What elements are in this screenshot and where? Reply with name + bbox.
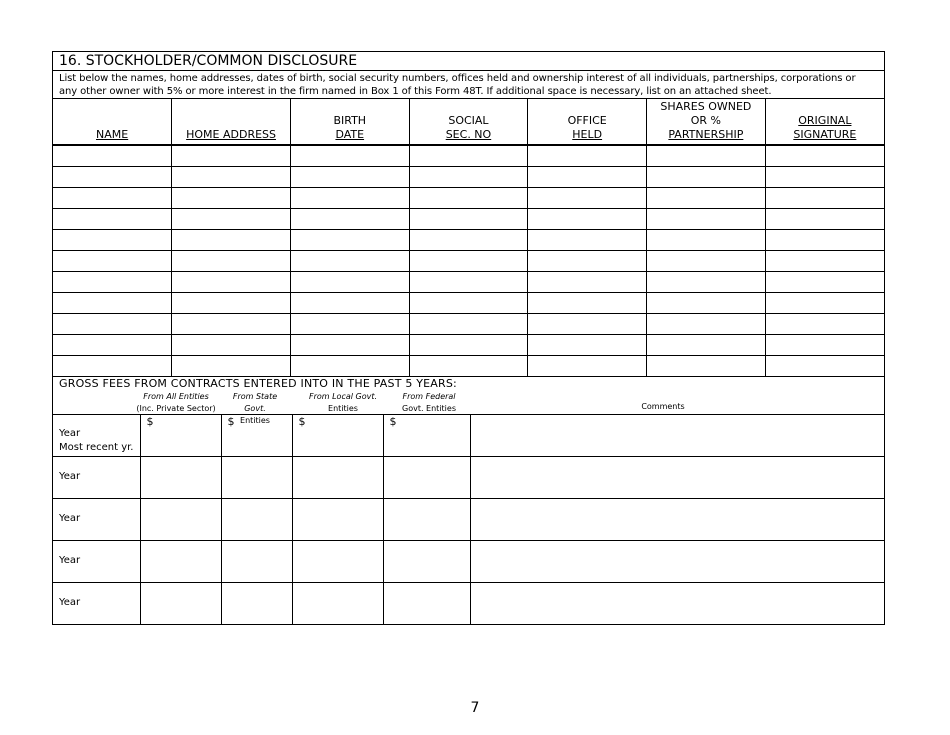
col-original-signature: ORIGINAL SIGNATURE [765,99,884,145]
owner-cell-input[interactable] [53,167,172,188]
fee-comments-input[interactable] [470,415,884,457]
owner-cell-input[interactable] [172,230,291,251]
fees-col-state-label: From State Govt. Entities [232,392,278,425]
fee-comments-input[interactable] [470,499,884,541]
owner-cell-input[interactable] [528,145,647,167]
owners-table [53,99,884,377]
year-label-cell: Year [53,457,140,499]
owner-cell-input[interactable] [765,145,884,167]
year-label-cell: Year [53,499,140,541]
fee-state-input[interactable] [221,457,292,499]
fee-state-input[interactable] [221,499,292,541]
owner-cell-input[interactable] [409,145,528,167]
fees-table [53,415,884,624]
owner-cell-input[interactable] [409,209,528,230]
owner-cell-input[interactable] [53,188,172,209]
fee-all-entities-input[interactable]: $ [140,415,221,457]
owner-row [53,314,884,335]
owner-cell-input[interactable] [290,209,409,230]
owner-cell-input[interactable] [647,272,766,293]
fee-state-input[interactable] [221,541,292,583]
owner-cell-input[interactable] [528,314,647,335]
year-label-cell: Year [53,541,140,583]
fee-local-input[interactable] [292,499,383,541]
owner-cell-input[interactable] [765,272,884,293]
owner-cell-input[interactable] [53,145,172,167]
owner-row [53,188,884,209]
fee-all-entities-input[interactable] [140,541,221,583]
col-home-address: HOME ADDRESS [172,99,291,145]
owner-cell-input[interactable] [765,209,884,230]
owner-cell-input[interactable] [172,335,291,356]
owner-row [53,251,884,272]
owner-cell-input[interactable] [172,293,291,314]
owner-cell-input[interactable] [290,188,409,209]
col-name: NAME [53,99,172,145]
owner-row [53,272,884,293]
fees-header [53,377,884,425]
owner-cell-input[interactable] [765,167,884,188]
owner-cell-input[interactable] [290,335,409,356]
owner-cell-input[interactable] [765,335,884,356]
owner-row [53,167,884,188]
owner-row [53,145,884,167]
owner-cell-input[interactable] [409,293,528,314]
owner-cell-input[interactable] [528,188,647,209]
fees-col-local-label: From Local Govt. Entities [308,392,378,413]
owner-cell-input[interactable] [290,145,409,167]
instructions [53,71,884,99]
fee-state-input[interactable]: $ [221,415,292,457]
page-number: 7 [470,700,480,716]
year-label-cell: Year [53,583,140,625]
owner-cell-input[interactable] [409,251,528,272]
owner-cell-input[interactable] [409,314,528,335]
owner-cell-input[interactable] [53,251,172,272]
owner-cell-input[interactable] [765,293,884,314]
fee-local-input[interactable] [292,457,383,499]
fees-comments-label: Comments [641,402,685,411]
owner-cell-input[interactable] [765,188,884,209]
fees-row [53,583,884,625]
owner-cell-input[interactable] [172,251,291,272]
fee-comments-input[interactable] [470,583,884,625]
owner-cell-input[interactable] [647,188,766,209]
owner-cell-input[interactable] [290,272,409,293]
owner-cell-input[interactable] [172,356,291,377]
fee-federal-input[interactable] [383,583,470,625]
owner-cell-input[interactable] [53,209,172,230]
owner-cell-input[interactable] [528,230,647,251]
instructions-line-1: List below the names, home addresses, dates of birth, social security numbers, offices held and ownership interest of all individuals, partnerships, corporations or [59,73,856,84]
owner-row [53,293,884,314]
fee-state-input[interactable] [221,583,292,625]
fee-local-input[interactable] [292,541,383,583]
owner-cell-input[interactable] [765,251,884,272]
fee-all-entities-input[interactable] [140,583,221,625]
owner-cell-input[interactable] [528,251,647,272]
owner-cell-input[interactable] [172,145,291,167]
owner-cell-input[interactable] [528,335,647,356]
owner-cell-input[interactable] [172,314,291,335]
owner-cell-input[interactable] [647,356,766,377]
owner-row [53,209,884,230]
col-office-held: OFFICE HELD [528,99,647,145]
instructions-line-2: any other owner with 5% or more interest in the firm named in Box 1 of this Form 48T. If additional space is necessary, list on an attached sheet. [59,86,772,97]
fee-local-input[interactable] [292,583,383,625]
owner-cell-input[interactable] [53,230,172,251]
owner-cell-input[interactable] [172,209,291,230]
owner-cell-input[interactable] [172,272,291,293]
section-title: 16. STOCKHOLDER/COMMON DISCLOSURE [53,52,884,71]
owner-cell-input[interactable] [409,356,528,377]
fee-all-entities-input[interactable] [140,499,221,541]
owner-cell-input[interactable] [647,209,766,230]
fees-row [53,541,884,583]
owner-cell-input[interactable] [53,272,172,293]
owner-cell-input[interactable] [647,251,766,272]
owner-cell-input[interactable] [409,230,528,251]
col-social-sec-no: SOCIAL SEC. NO [409,99,528,145]
owner-cell-input[interactable] [528,167,647,188]
fees-title: GROSS FEES FROM CONTRACTS ENTERED INTO IN THE PAST 5 YEARS: [59,377,457,390]
owner-cell-input[interactable] [290,293,409,314]
fees-row-most-recent [53,415,884,457]
fee-comments-input[interactable] [470,457,884,499]
owner-cell-input[interactable] [647,314,766,335]
owner-cell-input[interactable] [409,335,528,356]
owner-cell-input[interactable] [172,167,291,188]
owner-cell-input[interactable] [647,335,766,356]
owner-cell-input[interactable] [765,314,884,335]
owner-cell-input[interactable] [290,167,409,188]
fee-federal-input[interactable] [383,457,470,499]
owner-cell-input[interactable] [647,293,766,314]
fee-local-input[interactable]: $ [292,415,383,457]
owner-cell-input[interactable] [290,356,409,377]
owner-row [53,230,884,251]
owner-cell-input[interactable] [409,272,528,293]
owner-cell-input[interactable] [53,293,172,314]
owner-cell-input[interactable] [647,145,766,167]
owner-cell-input[interactable] [647,230,766,251]
owner-cell-input[interactable] [528,272,647,293]
owner-row [53,335,884,356]
owner-cell-input[interactable] [172,188,291,209]
owner-cell-input[interactable] [409,188,528,209]
col-birth-date: BIRTH DATE [290,99,409,145]
owner-cell-input[interactable] [528,293,647,314]
fee-comments-input[interactable] [470,541,884,583]
owner-cell-input[interactable] [53,335,172,356]
fees-col-all-entities-label: From All Entities (Inc. Private Sector) [136,392,216,413]
fee-federal-input[interactable]: $ [383,415,470,457]
fees-row [53,457,884,499]
fees-col-federal-label: From Federal Govt. Entities [402,392,456,413]
owner-cell-input[interactable] [53,314,172,335]
owner-row [53,356,884,377]
owner-cell-input[interactable] [290,251,409,272]
owner-cell-input[interactable] [528,209,647,230]
year-label-cell: Year Most recent yr. [53,415,140,457]
owner-cell-input[interactable] [290,230,409,251]
fee-federal-input[interactable] [383,499,470,541]
owner-cell-input[interactable] [765,356,884,377]
owner-cell-input[interactable] [290,314,409,335]
fee-all-entities-input[interactable] [140,457,221,499]
fee-federal-input[interactable] [383,541,470,583]
owner-cell-input[interactable] [528,356,647,377]
fees-row [53,499,884,541]
owner-cell-input[interactable] [765,230,884,251]
owners-header-row [53,99,884,145]
owner-cell-input[interactable] [647,167,766,188]
stockholder-disclosure-form [52,51,885,625]
owner-cell-input[interactable] [409,167,528,188]
owner-cell-input[interactable] [53,356,172,377]
col-shares-owned: SHARES OWNED OR % PARTNERSHIP [647,99,766,145]
